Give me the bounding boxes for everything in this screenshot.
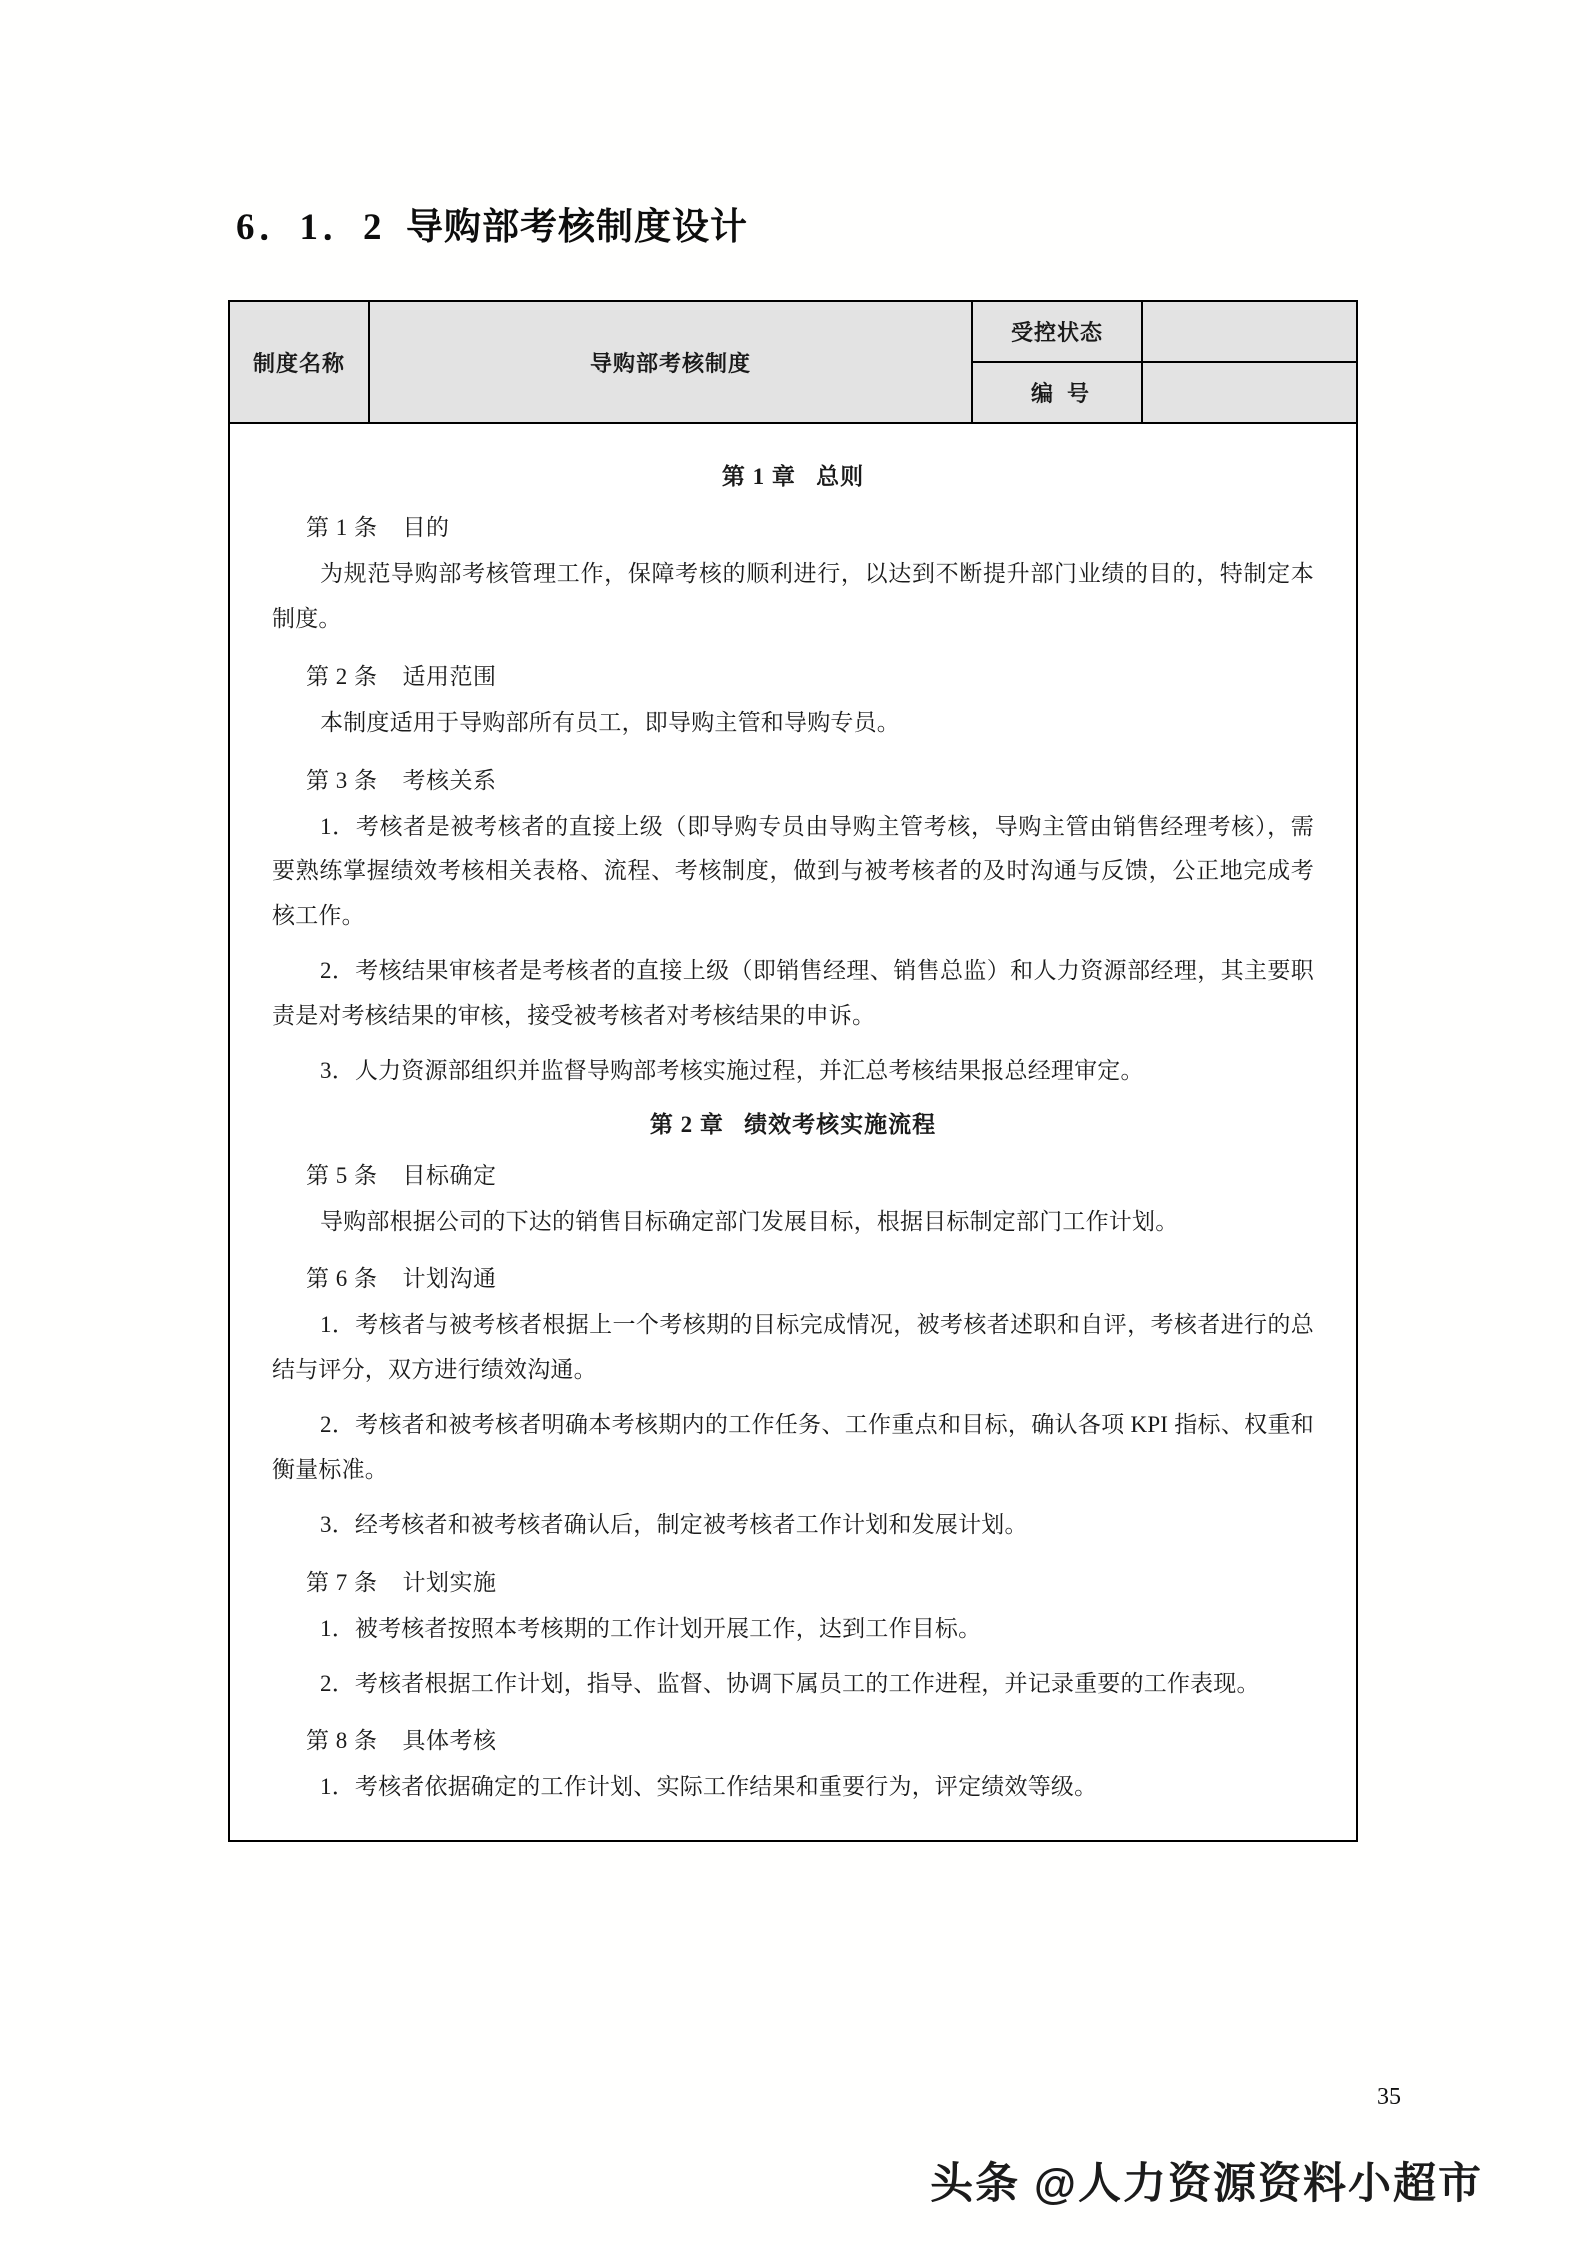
control-status-value (1143, 302, 1356, 361)
serial-number-label (973, 363, 1143, 422)
table-header-row (230, 302, 1356, 424)
serial-label-right: 号 (1067, 381, 1091, 406)
watermark: 头条 @人力资源资料小超市 (930, 2160, 1483, 2208)
chapter-1-title: 第 1 章 总则 (721, 464, 865, 489)
institution-table (228, 300, 1358, 1842)
system-name-value: 导购部考核制度 (370, 302, 973, 422)
article-8-item-1: 1．考核者依据确定的工作计划、实际工作结果和重要行为，评定绩效等级。 (320, 1774, 1098, 1800)
article-6-head: 第 6 条 计划沟通 (306, 1266, 497, 1292)
article-6-item-2: 2．考核者和被考核者明确本考核期内的工作任务、工作重点和目标，确认各项 KPI 指标、权重和衡量标准。 (272, 1412, 1314, 1482)
article-3-head: 第 3 条 考核关系 (306, 767, 497, 793)
chapter-2-title: 第 2 章 绩效考核实施流程 (649, 1111, 937, 1137)
article-2-head: 第 2 条 适用范围 (306, 663, 497, 689)
table-body (230, 424, 1356, 1840)
article-7-head: 第 7 条 计划实施 (306, 1569, 497, 1595)
page-number: 35 (1377, 2084, 1401, 2110)
control-status-row (973, 302, 1356, 363)
page-title (236, 196, 748, 250)
article-5-body: 导购部根据公司的下达的销售目标确定部门发展目标，根据目标制定部门工作计划。 (320, 1208, 1179, 1234)
article-3-item-3: 3．人力资源部组织并监督导购部考核实施过程，并汇总考核结果报总经理审定。 (320, 1057, 1144, 1083)
section-title-text: 导购部考核制度设计 (406, 207, 748, 248)
system-name-label: 制度名称 (230, 302, 370, 422)
article-6-item-1: 1．考核者与被考核者根据上一个考核期的目标完成情况，被考核者述职和自评，考核者进行的总结与评分，双方进行绩效沟通。 (272, 1312, 1314, 1383)
article-1-head: 第 1 条 目的 (306, 515, 450, 540)
article-7-item-2: 2．考核者根据工作计划，指导、监督、协调下属员工的工作进程，并记录重要的工作表现。 (320, 1670, 1260, 1696)
article-6-item-3: 3．经考核者和被考核者确认后，制定被考核者工作计划和发展计划。 (320, 1511, 1028, 1537)
article-3-item-1: 1．考核者是被考核者的直接上级（即导购专员由导购主管考核，导购主管由销售经理考核），需要熟练掌握绩效考核相关表格、流程、考核制度，做到与被考核者的及时沟通与反馈，公正地完成考核工作。 (272, 813, 1314, 929)
serial-number-value (1143, 363, 1356, 422)
serial-number-row (973, 363, 1356, 422)
article-2-body: 本制度适用于导购部所有员工，即导购主管和导购专员。 (320, 709, 900, 735)
article-1-body: 为规范导购部考核管理工作，保障考核的顺利进行，以达到不断提升部门业绩的目的，特制定本制度。 (272, 561, 1314, 631)
serial-label-left: 编 (1030, 381, 1067, 406)
section-number: 6．1．2 (236, 207, 386, 248)
article-8-head: 第 8 条 具体考核 (306, 1728, 497, 1754)
control-info-block (973, 302, 1356, 422)
article-5-head: 第 5 条 目标确定 (306, 1162, 497, 1188)
control-status-label: 受控状态 (973, 302, 1143, 361)
article-7-item-1: 1．被考核者按照本考核期的工作计划开展工作，达到工作目标。 (320, 1615, 982, 1641)
article-3-item-2: 2．考核结果审核者是考核者的直接上级（即销售经理、销售总监）和人力资源部经理，其主要职责是对考核结果的审核，接受被考核者对考核结果的申诉。 (272, 958, 1314, 1028)
